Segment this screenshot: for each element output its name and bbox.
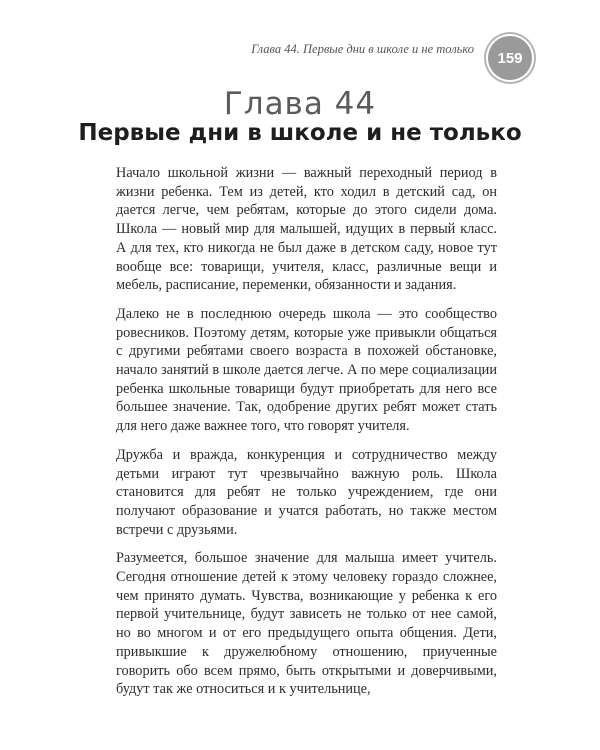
running-head: Глава 44. Первые дни в школе и не только (251, 42, 474, 56)
paragraph: Дружба и вражда, конкуренция и сотрудничество между детьми играют тут чрезвычайно важную роль. Школа становится для ребят не только учреждением, где они получают образование и учатся работать, но также местом встречи с друзьями. (116, 446, 497, 538)
chapter-title: Первые дни в школе и не только (78, 120, 522, 146)
paragraph: Разумеется, большое значение для малыша имеет учитель. Сегодня отношение детей к этому человеку гораздо сложнее, чем принято думать. Чувства, возникающие у ребенка к его первой учительнице, будут зависеть не только от нее самой, но во многом и от его предыдущего опыта общения. Дети, привыкшие к дружелюбному отношению, приученные говорить обо всем прямо, быть открытыми и доверчивыми, будут так же относиться и к учительнице, (116, 550, 497, 698)
paragraph: Начало школьной жизни — важный переходный период в жизни ребенка. Тем из детей, кто ходил в детский сад, он дается легче, чем ребятам, которые до этого сидели дома. Школа — новый мир для малышей, идущих в первый класс. А для тех, кто никогда не был даже в детском саду, новое тут вообще все: товарищи, учителя, класс, различные вещи и мебель, расписание, переменки, обязанности и задания. (116, 165, 497, 294)
paragraph: Далеко не в последнюю очередь школа — это сообщество ровесников. Поэтому детям, которые уже привыкли общаться с другими ребятами своего возраста в похожей обстановке, начало занятий в школе дается легче. А по мере социализации ребенка школьные товарищи будут приобретать для него все большее значение. Так, одобрение других ребят может стать для него даже важнее того, что говорят учителя. (116, 305, 497, 435)
chapter-label: Глава 44 (223, 86, 377, 122)
body-text (116, 164, 497, 709)
page-number: 159 (497, 49, 523, 67)
page-number-badge (488, 36, 532, 80)
